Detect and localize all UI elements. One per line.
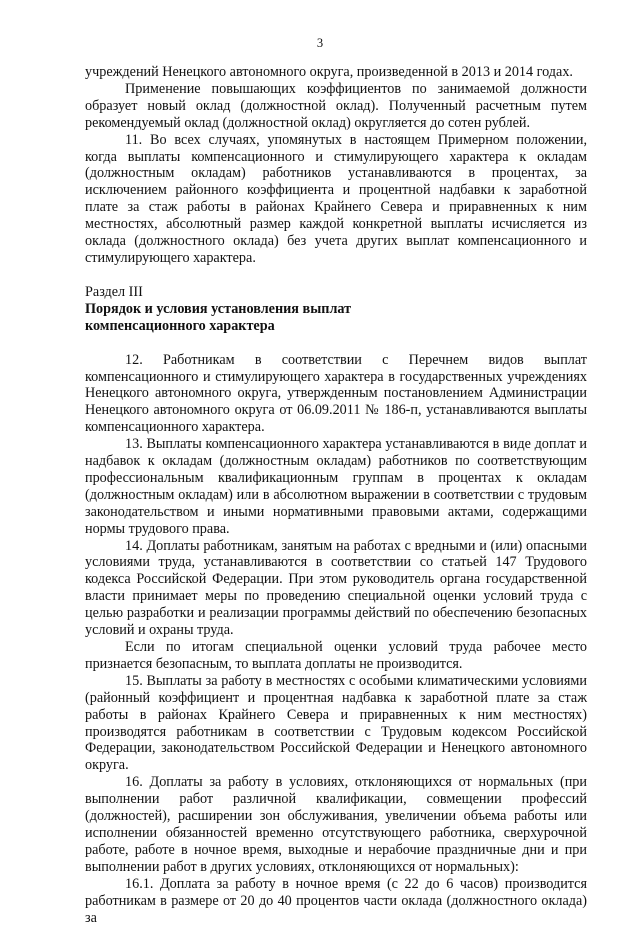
paragraph: 16.1. Доплата за работу в ночное время (с 22 до 6 часов) производится работникам в размере от 20 до 40 процентов части оклада (должностного оклада) за	[85, 875, 587, 926]
paragraphs-bottom	[85, 352, 587, 926]
paragraph: 16. Доплаты за работу в условиях, отклоняющихся от нормальных (при выполнении работ различной квалификации, совмещении профессий (должностей), расширении зон обслуживания, увеличении объема работы или исполнении обязанностей временно отсутствующего работника, сверхурочной работе, работе в ночное время, выходные и нерабочие праздничные дни и при выполнении работ в других условиях, отклоняющихся от нормальных):	[85, 774, 587, 875]
paragraph: Если по итогам специальной оценки условий труда рабочее место признается безопасным, то выплата доплаты не производится.	[85, 639, 587, 672]
paragraph: 13. Выплаты компенсационного характера устанавливаются в виде доплат и надбавок к окладам (должностным окладам) работников по соответствующим профессиональным квалификационным группам в процентах к окладам (должностным окладам) или в абсолютном выражении в соответствии с трудовым законодательством и иными нормативными правовыми актами, содержащими нормы трудового права.	[85, 436, 587, 537]
document-body	[85, 64, 587, 926]
section-heading-block	[85, 284, 587, 335]
section-label: Раздел III	[85, 283, 143, 300]
page-number: 3	[316, 36, 324, 50]
section-heading-line-2: компенсационного характера	[85, 317, 275, 334]
paragraphs-top	[85, 64, 587, 267]
paragraph: 12. Работникам в соответствии с Перечнем видов выплат компенсационного и стимулирующего характера в государственных учреждениях Ненецкого автономного округа, утвержденным постановлением Администрации Ненецкого автономного округа от 06.09.2011 № 186-п, устанавливаются выплаты компенсационного характера.	[85, 351, 587, 436]
paragraph: 15. Выплаты за работу в местностях с особыми климатическими условиями (районный коэффициент и процентная надбавка к заработной плате за стаж работы в районах Крайнего Севера и приравненных к ним местностях) производятся работникам в соответствии с Трудовым кодексом Российской Федерации, законодательством Российской Федерации и Ненецкого автономного округа.	[85, 672, 587, 774]
paragraph: учреждений Ненецкого автономного округа, произведенной в 2013 и 2014 годах.	[85, 64, 573, 80]
paragraph: Применение повышающих коэффициентов по занимаемой должности образует новый оклад (должностной оклад). Полученный расчетным путем рекомендуемый оклад (должностной оклад) округляется до сотен рублей.	[85, 80, 587, 131]
paragraph: 11. Во всех случаях, упомянутых в настоящем Примерном положении, когда выплаты компенсационного и стимулирующего характера к окладам (должностным окладам) работников устанавливаются в процентах, за исключением районного коэффициента и процентной надбавки к заработной плате за стаж работы в районах Крайнего Севера и приравненных к ним местностях, абсолютный размер каждой конкретной выплаты исчисляется из оклада (должностного оклада) без учета других выплат компенсационного и стимулирующего характера.	[85, 131, 587, 266]
paragraph: 14. Доплаты работникам, занятым на работах с вредными и (или) опасными условиями труда, устанавливаются в соответствии со статьей 147 Трудового кодекса Российской Федерации. При этом руководитель органа государственной власти принимает меры по проведению специальной оценки условий труда с целью разработки и реализации программы действий по обеспечению безопасных условий и охраны труда.	[85, 537, 587, 639]
section-heading-line-1: Порядок и условия установления выплат	[85, 300, 352, 317]
